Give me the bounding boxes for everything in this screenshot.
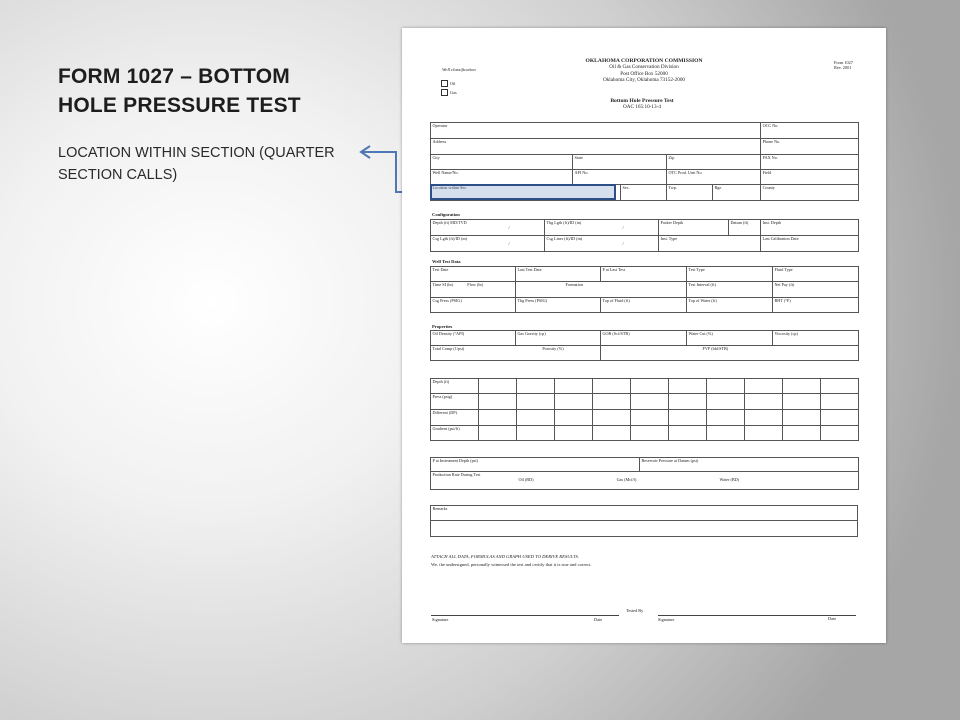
grid-cell[interactable] [745,426,783,441]
callout-line-2: SECTION CALLS) [58,167,178,183]
p-inst-depth-field[interactable]: P at Instrument Depth (psi) [431,458,640,472]
fluid-type-field[interactable]: Fluid Type [773,267,859,282]
remarks-table [430,505,858,537]
oil-bd-label: Oil (BD) [518,476,534,482]
last-test-date-field[interactable]: Last Test Date [516,267,601,282]
field-field[interactable]: Field [761,170,859,185]
gas-mcf-label: Gas (Mcf/f) [616,476,637,482]
grid-cell[interactable] [821,410,859,426]
grid-cell[interactable] [669,426,707,441]
csg-length-label: Csg Lgth (ft)/ID (in) [432,236,468,241]
fax-field[interactable]: FAX No. [761,155,859,170]
grid-cell[interactable] [517,426,555,441]
grid-cell[interactable] [555,410,593,426]
packer-depth-field[interactable]: Packer Depth [659,220,729,236]
grid-cell[interactable] [517,410,555,426]
configuration-heading: Configuration [432,212,460,217]
city-zip: Oklahoma City, Oklahoma 73152-2000 [602,77,686,84]
certify-statement: We, the undersigned, personally witnessed the test and certify that it is true and correct. [431,562,592,567]
form-number-text: Form 1027 [834,60,853,65]
top-fluid-field[interactable]: Top of Fluid (ft) [601,298,687,313]
test-type-field[interactable]: Test Type [687,267,773,282]
formation-label: Formation [565,282,583,287]
grid-cell[interactable] [821,379,859,394]
grid-cell[interactable] [669,379,707,394]
test-interval-field[interactable]: Test Interval (ft) [687,282,773,298]
address-field[interactable]: Address [431,139,761,155]
porosity-label: Porosity (%) [542,346,564,351]
po-box: Post Office Box 52000 [620,70,668,77]
tbg-length-field[interactable] [545,220,659,236]
form-header [552,58,736,84]
city-field[interactable]: City [431,155,573,170]
time-si-field[interactable] [431,282,516,298]
signature-label-1: Signature [432,617,449,622]
csg-length-field[interactable] [431,236,545,252]
reservoir-table [430,457,859,490]
csg-liner-field[interactable] [545,236,659,252]
grid-cell[interactable] [555,379,593,394]
bht-field[interactable]: BHT (°F) [773,298,859,313]
depth-md-tvd-label: Depth (ft) MD/TVD [432,220,467,225]
different-row-label: Different (DP) [431,410,479,426]
signature-line-2 [658,615,856,616]
callout-line-1: LOCATION WITHIN SECTION (QUARTER [58,145,335,161]
datum-field[interactable]: Datum (ft) [729,220,761,236]
viscosity-field[interactable]: Viscosity (cp) [773,331,859,346]
grid-cell[interactable] [707,394,745,410]
phone-field[interactable]: Phone No. [761,139,859,155]
attach-note: ATTACH ALL DATA, FORMULAS AND GRAPH USED TO DERIVE RESULTS. [431,554,579,559]
csg-press-field[interactable]: Csg Press (PSIG) [431,298,516,313]
fvf-field[interactable] [601,346,859,361]
gor-field[interactable]: GOR (Scf/STB) [601,331,687,346]
grid-cell[interactable] [631,379,669,394]
date-label-1: Date [594,617,603,622]
slash: / [508,224,510,230]
twp-field[interactable]: Twp. [667,185,713,201]
grid-cell[interactable] [631,426,669,441]
total-comp-field[interactable] [431,346,601,361]
last-calibration-field[interactable]: Last Calibration Date [761,236,859,252]
top-water-field[interactable]: Top of Water (ft) [687,298,773,313]
grid-cell[interactable] [479,394,517,410]
well-classification-label: Well classification [442,67,476,72]
fvf-label: FVF (bbl/STB) [702,346,729,351]
grid-cell[interactable] [631,410,669,426]
gradient-table [430,378,859,441]
operator-field[interactable]: Operator [431,123,761,139]
grid-cell[interactable] [783,410,821,426]
water-bd-label: Water (BD) [719,476,740,482]
grid-cell[interactable] [783,394,821,410]
time-si-label: Time SI (hr) [432,282,454,287]
location-highlight-box [430,184,616,200]
otc-prod-unit-field[interactable]: OTC Prod. Unit No. [667,170,761,185]
grid-cell[interactable] [479,379,517,394]
form-title-block [582,98,702,111]
commission-name: OKLAHOMA CORPORATION COMMISSION [585,58,703,64]
slash: / [622,224,624,230]
grid-cell[interactable] [479,410,517,426]
flow-label: Flow (hr) [467,282,484,287]
csg-liner-label: Csg Liner (ft)/ID (in) [546,236,583,241]
grid-cell[interactable] [479,426,517,441]
gas-label: Gas [450,90,457,95]
grid-cell[interactable] [593,426,631,441]
rge-field[interactable]: Rge. [713,185,761,201]
grid-cell[interactable] [707,410,745,426]
form-title: Bottom Hole Pressure Test [610,98,674,104]
grid-cell[interactable] [669,394,707,410]
inst-type-field[interactable]: Inst. Type [659,236,761,252]
signature-label-2: Signature [658,617,675,622]
grid-cell[interactable] [593,394,631,410]
formation-field[interactable] [516,282,687,298]
grid-cell[interactable] [555,394,593,410]
date-label-2: Date [828,616,837,621]
grid-cell[interactable] [631,394,669,410]
form-number [834,60,853,70]
p-datum-field[interactable]: Reservoir Pressure at Datum (psi) [640,458,859,472]
grid-cell[interactable] [707,379,745,394]
gas-checkbox[interactable] [441,89,448,96]
gradient-row-label: Gradient (psi/ft) [431,426,479,441]
configuration-table [430,219,859,252]
grid-cell[interactable] [593,410,631,426]
water-cut-field[interactable]: Water Cut (%) [687,331,773,346]
division-name: Oil & Gas Conservation Division [609,64,679,71]
slash: / [508,240,510,246]
tbg-length-label: Tbg Lgth (ft)/ID (in) [546,220,582,225]
grid-cell[interactable] [745,379,783,394]
grid-cell[interactable] [555,426,593,441]
form-page [402,28,886,643]
grid-cell[interactable] [821,426,859,441]
occ-no-field[interactable]: OCC No. [761,123,859,139]
grid-cell[interactable] [707,426,745,441]
tested-by-label: Tested By [626,608,644,613]
press-row-label: Press (psig) [431,394,479,410]
grid-cell[interactable] [593,379,631,394]
depth-row-label: Depth (ft) [431,379,479,394]
state-field[interactable]: State [573,155,667,170]
oil-label: Oil [450,81,456,86]
oac-ref: OAC 165:10-13-4 [623,104,661,111]
net-pay-field[interactable]: Net Pay (ft) [773,282,859,298]
p-last-test-field[interactable]: P at Last Test [601,267,687,282]
well-name-field[interactable]: Well Name/No. [431,170,573,185]
signature-line-1 [431,615,619,616]
grid-cell[interactable] [669,410,707,426]
well-test-table [430,266,859,313]
grid-cell[interactable] [821,394,859,410]
form-revision: Rev. 2001 [834,65,852,70]
grid-cell[interactable] [517,394,555,410]
inst-depth-field[interactable]: Inst. Depth [761,220,859,236]
slide-title-line-2: HOLE PRESSURE TEST [58,94,301,117]
grid-cell[interactable] [745,410,783,426]
oil-density-field[interactable]: Oil Density (°API) [431,331,516,346]
sec-field[interactable]: Sec. [621,185,667,201]
gas-gravity-field[interactable]: Gas Gravity (cp) [516,331,601,346]
properties-table [430,330,859,361]
zip-field[interactable]: Zip [667,155,761,170]
production-rate-label: Production Rate During Test [432,472,481,477]
slash: / [622,240,624,246]
api-no-field[interactable]: API No. [573,170,667,185]
county-field[interactable]: County [761,185,859,201]
properties-heading: Properties [432,324,453,329]
production-rate-field[interactable] [431,472,859,490]
depth-md-tvd-field[interactable] [431,220,545,236]
remarks-line[interactable] [431,521,858,537]
slide-title-line-1: FORM 1027 – BOTTOM [58,65,290,88]
total-comp-label: Total Comp (1/psi) [432,346,465,351]
location-within-sec-field[interactable]: Location within Sec. [431,185,621,201]
grid-cell[interactable] [783,379,821,394]
remarks-field[interactable]: Remarks [431,506,858,521]
grid-cell[interactable] [517,379,555,394]
well-test-heading: Well Test Data [432,259,461,264]
grid-cell[interactable] [783,426,821,441]
tbg-press-field[interactable]: Tbg Press (PSIG) [516,298,601,313]
test-date-field[interactable]: Test Date [431,267,516,282]
oil-checkbox[interactable] [441,80,448,87]
grid-cell[interactable] [745,394,783,410]
